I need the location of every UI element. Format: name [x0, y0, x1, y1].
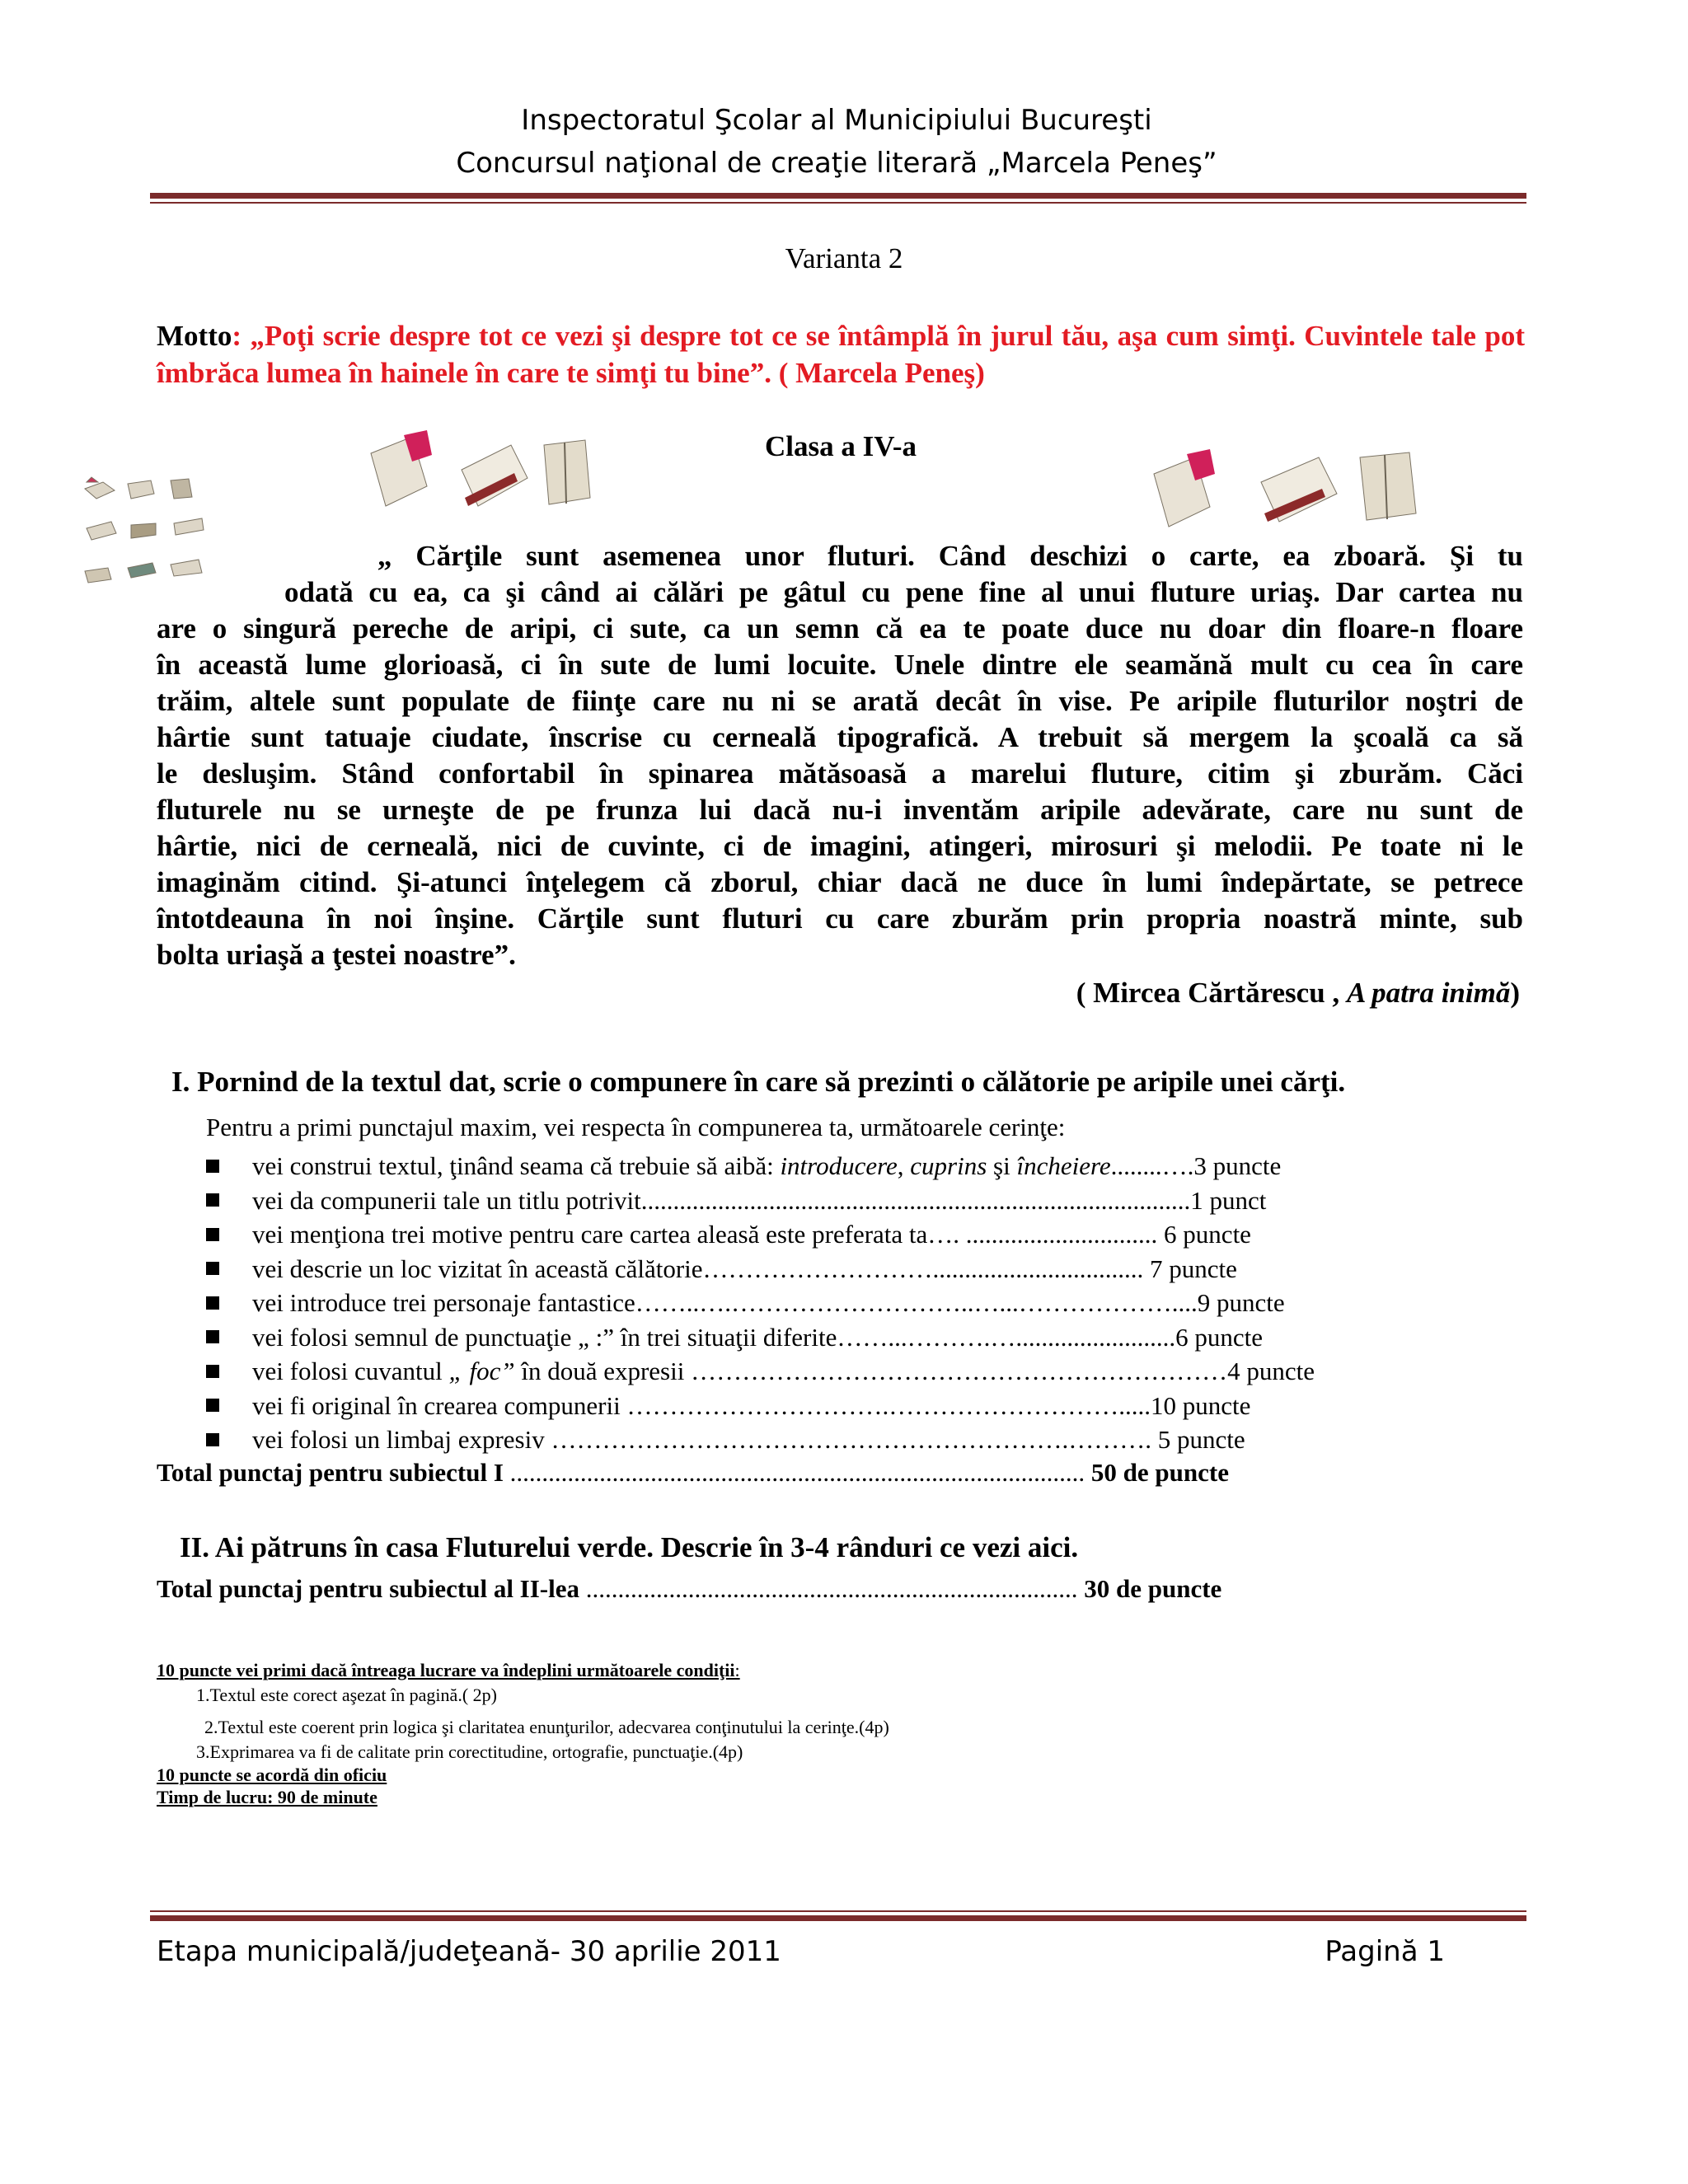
req-7-text: vei folosi cuvantul [252, 1357, 449, 1385]
req-1-points: ........….3 puncte [1110, 1151, 1282, 1180]
subject-2-total-dots: ............................................................................. [579, 1574, 1078, 1603]
conditions-heading [157, 1659, 740, 1681]
subject-1-total-label: Total punctaj pentru subiectul I [157, 1458, 504, 1487]
req-8-text: vei fi original în crearea compunerii ………………………….……………………….....10 puncte [252, 1390, 1251, 1420]
passage-attribution [1076, 977, 1520, 1010]
requirement-item [206, 1252, 1541, 1286]
passage-line-10: imaginăm citind. Şi-atunci înţelegem că zborul, chiar dacă ne duce în lumi îndepărtate, se petrece [157, 866, 1523, 898]
subject-1-heading: I. Pornind de la textul dat, scrie o compunere în care să prezinti o călătorie pe aripile unei cărţi. [171, 1066, 1346, 1098]
requirement-item [206, 1389, 1541, 1423]
subject-1-total-value: 50 de puncte [1085, 1458, 1229, 1487]
req-9-text: vei folosi un limbaj expresiv …………………………………………………….………. 5 puncte [252, 1425, 1245, 1454]
header-rule-thin [150, 202, 1526, 204]
requirement-item [206, 1286, 1541, 1320]
subject-2-total-value: 30 de puncte [1077, 1574, 1222, 1603]
passage-line-6: hârtie sunt tatuaje ciudate, înscrise cu cerneală tipografică. A trebuit să mergem la şcoală ca să [157, 721, 1523, 753]
passage-line-7: le desluşim. Stând confortabil în spinarea mătăsoasă a marelui fluture, citim şi zburăm. Căci [157, 757, 1523, 790]
footer-rule-thin [150, 1910, 1526, 1912]
req-1-text: vei construi textul, ţinând seama că trebuie să aibă: [252, 1151, 781, 1180]
req-5-text: vei introduce trei personaje fantastice……..….………………………..…...………………....9 puncte [252, 1288, 1285, 1317]
office-points: 10 puncte se acordă din oficiu [157, 1765, 387, 1785]
bullet-icon [206, 1365, 219, 1378]
subject-1-intro: Pentru a primi punctajul maxim, vei respecta în compunerea ta, următoarele cerinţe: [206, 1113, 1066, 1141]
conditions-heading-colon: : [734, 1660, 740, 1680]
bullet-icon [206, 1433, 219, 1446]
requirement-item [206, 1183, 1541, 1218]
passage-line-3: are o singură pereche de aripi, ci sute, ca un semn că ea te poate duce nu doar din floare-n floare [157, 612, 1523, 644]
req-4-text: vei descrie un loc vizitat în această călătorie………………………................................. 7 puncte [252, 1254, 1237, 1283]
bullet-icon [206, 1296, 219, 1310]
condition-2: 2.Textul este coerent prin logica şi claritatea enunţurilor, adecvarea conţinutului la cerinţe.(4p) [204, 1717, 889, 1737]
footer-rule [150, 1915, 1526, 1921]
motto [157, 317, 1525, 391]
passage-line-8: fluturele nu se urneşte de pe frunza lui dacă nu-i inventăm aripile adevărate, care nu sunt de [157, 794, 1523, 826]
conditions-heading-text: 10 puncte vei primi dacă întreaga lucrare va îndeplini următoarele condiţii [157, 1660, 735, 1680]
passage-line-1: „ Cărţile sunt asemenea unor fluturi. Când deschizi o carte, ea zboară. Şi tu [377, 540, 1523, 572]
req-6-text: vei folosi semnul de punctuaţie „ :” în trei situaţii diferite……...……….….........................6 puncte [252, 1322, 1263, 1352]
subject-2-heading: II. Ai pătruns în casa Fluturelui verde. Descrie în 3-4 rânduri ce vezi aici. [180, 1531, 1079, 1563]
attribution-author: ( Mircea Cărtărescu , [1076, 977, 1347, 1009]
books-cluster-image [78, 474, 243, 598]
subject-2-total-label: Total punctaj pentru subiectul al II-lea [157, 1574, 579, 1603]
requirement-item [206, 1149, 1541, 1183]
variant-label: Varianta 2 [785, 242, 903, 274]
requirement-item [206, 1320, 1541, 1355]
req-1-body-word: cuprins [910, 1151, 987, 1180]
req-7-word: „ foc” [448, 1357, 515, 1385]
req-1-intro-word: introducere [780, 1151, 898, 1180]
motto-label: Motto [157, 320, 232, 352]
requirement-item [206, 1217, 1541, 1252]
req-1-end-word: încheiere [1016, 1151, 1111, 1180]
passage-line-12: bolta uriaşă a ţestei noastre”. [157, 939, 516, 971]
page-number: Pagină 1 [1325, 1935, 1445, 1968]
req-3-text: vei menţiona trei motive pentru care cartea aleasă este preferata ta…. .............................. 6 puncte [252, 1220, 1251, 1249]
motto-text: : „Poţi scrie despre tot ce vezi şi despre tot ce se întâmplă în jurul tău, aşa cum simţi. Cuvintele tale pot îmbrăca lumea în hainele în care te simţi tu bine”. ( Marcela Peneş) [157, 320, 1525, 389]
bullet-icon [206, 1160, 219, 1173]
footer-stage: Etapa municipală/judeţeană- 30 aprilie 2011 [157, 1935, 781, 1968]
req-1-sep-1: , [897, 1151, 911, 1180]
books-row-right-image [1137, 433, 1451, 548]
bullet-icon [206, 1262, 219, 1275]
bullet-icon [206, 1330, 219, 1343]
passage-line-11: întotdeauna în noi înşine. Cărţile sunt fluturi cu care zburăm prin propria noastră minte, sub [157, 902, 1523, 935]
header-line-2: Concursul naţional de creaţie literară „Marcela Peneş” [456, 147, 1217, 180]
req-1-sep-2: şi [987, 1151, 1017, 1180]
bullet-icon [206, 1193, 219, 1207]
work-time: Timp de lucru: 90 de minute [157, 1787, 377, 1807]
subject-2-total [157, 1574, 1221, 1604]
header-rule [150, 193, 1526, 199]
passage-line-9: hârtie, nici de cerneală, nici de cuvinte, ci de imagini, atingeri, mirosuri şi melodii. Pe toate ni le [157, 830, 1523, 862]
passage-line-2: odată cu ea, ca şi când ai călări pe gâtul cu pene fine al unui fluture uriaş. Dar cartea nu [284, 576, 1523, 608]
books-row-left-image [354, 420, 602, 544]
class-title: Clasa a IV-a [764, 430, 917, 462]
bullet-icon [206, 1399, 219, 1412]
condition-3: 3.Exprimarea va fi de calitate prin corectitudine, ortografie, punctuaţie.(4p) [196, 1741, 743, 1762]
requirement-item [206, 1422, 1541, 1457]
attribution-title: A patra inimă [1346, 977, 1511, 1009]
requirement-item [206, 1354, 1541, 1389]
passage-line-4: în această lume glorioasă, ci în sute de lumi locuite. Unele dintre ele seamănă mult cu cea în care [157, 649, 1523, 681]
header-line-1: Inspectoratul Şcolar al Municipiului Bucureşti [521, 104, 1152, 137]
req-7-points: în două expresii ………………………………………………………4 puncte [514, 1357, 1315, 1385]
bullet-icon [206, 1228, 219, 1241]
subject-1-total-dots: .......................................................................................... [503, 1458, 1085, 1487]
req-2-text: vei da compunerii tale un titlu potrivit......................................................................................1 punct [252, 1185, 1267, 1215]
subject-1-total [157, 1458, 1229, 1488]
condition-1: 1.Textul este corect aşezat în pagină.( 2p) [196, 1685, 497, 1705]
attribution-close: ) [1510, 977, 1520, 1009]
passage-line-5: trăim, altele sunt populate de fiinţe care nu ni se arată decât în vise. Pe aripile fluturilor noştri de [157, 685, 1523, 717]
